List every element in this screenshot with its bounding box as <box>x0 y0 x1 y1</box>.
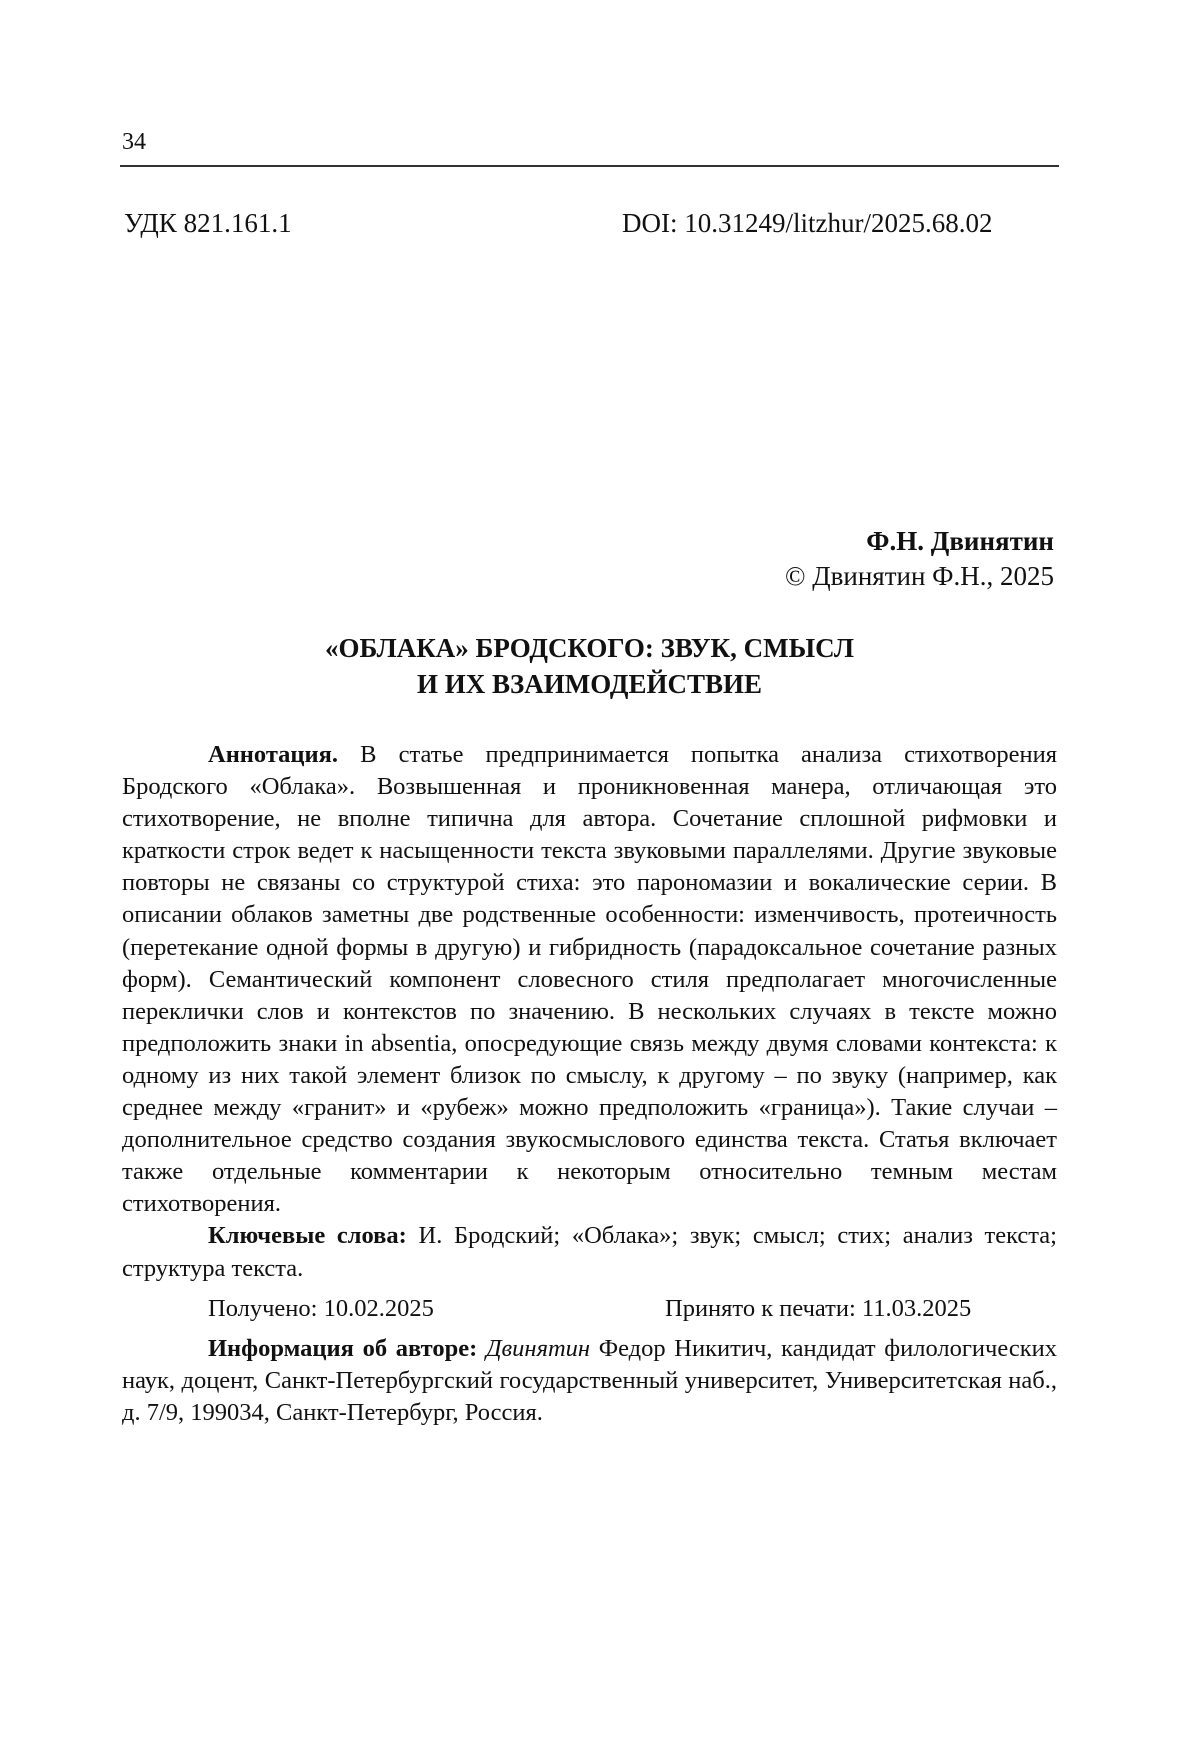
title-line-2: И ИХ ВЗАИМОДЕЙСТВИЕ <box>416 669 762 699</box>
udc-code: УДК 821.161.1 <box>124 208 292 238</box>
author-info-surname: Двинятин <box>485 1334 591 1362</box>
accepted-date: Принято к печати: 11.03.2025 <box>665 1294 972 1322</box>
author-info-text: Федор Никитич, кандидат филологических наук, доцент, Санкт-Петербургский государственный университет, Университетская наб., д. 7/9, 199034, Санкт-Петербург, Россия. <box>122 1334 1057 1426</box>
author-name: Ф.Н. Двинятин <box>866 526 1054 556</box>
abstract-text: В статье предпринимается попытка анализа стихотворения Бродского «Облака». Возвышенная и проникновенная манера, отличающая это стихотворение, не вполне типична для автора. Сочетание сплошной рифмовки и краткости строк ведет к насыщенности текста звуковыми параллелями. Другие звуковые повторы не связаны со структурой стиха: это парономазии и вокалические серии. В описании облаков заметны две родственные особенности: изменчивость, протеичность (перетекание одной формы в другую) и гибридность (парадоксальное сочетание разных форм). Семантический компонент словесного стиля предполагает многочисленные переклички слов и контекстов по значению. В нескольких случаях в тексте можно предположить знаки in absentia, опосредующие связь между двумя словами контекста: к одному из них такой элемент близок по смыслу, к другому – по звуку (например, как среднее между «гранит» и «рубеж» можно предположить «граница»). Такие случаи – дополнительное средство создания звукосмыслового единства текста. Статья включает также отдельные комментарии к некоторым относительно темным местам стихотворения. <box>122 741 1058 1218</box>
author-info <box>122 1333 1057 1429</box>
article-front-matter <box>122 739 1057 1429</box>
keywords-text: И. Бродский; «Облака»; звук; смысл; стих; анализ текста; структура текста. <box>122 1222 1057 1282</box>
received-date: Получено: 10.02.2025 <box>208 1294 434 1322</box>
title-line-1: «ОБЛАКА» БРОДСКОГО: ЗВУК, СМЫСЛ <box>324 633 855 663</box>
author-info-label: Информация об авторе: <box>208 1334 478 1362</box>
keywords <box>122 1220 1057 1284</box>
page-number: 34 <box>122 129 146 155</box>
dates-row <box>122 1285 1057 1333</box>
header-rule <box>120 165 1059 167</box>
abstract-label: Аннотация. <box>208 741 339 768</box>
abstract <box>122 739 1057 1220</box>
copyright-line: © Двинятин Ф.Н., 2025 <box>784 561 1054 591</box>
article-title <box>122 630 1057 702</box>
doi: DOI: 10.31249/litzhur/2025.68.02 <box>622 208 993 238</box>
keywords-label: Ключевые слова: <box>208 1222 407 1250</box>
